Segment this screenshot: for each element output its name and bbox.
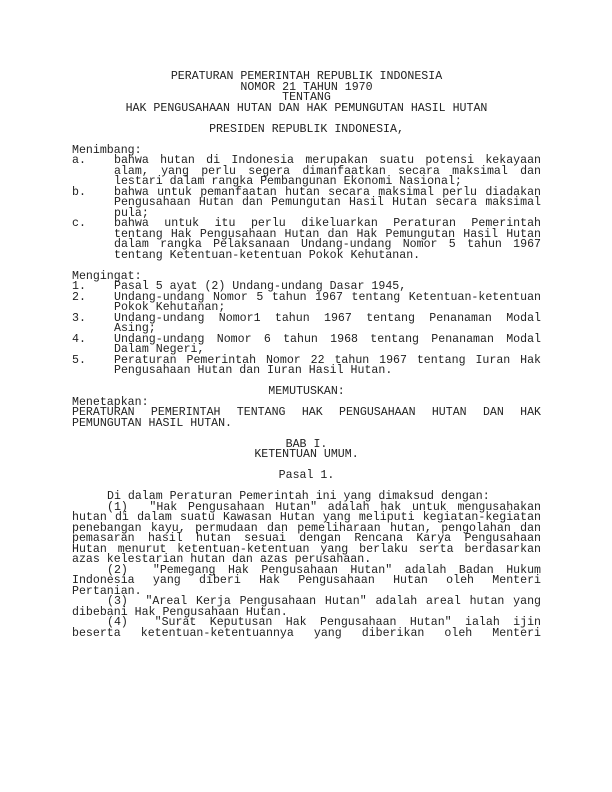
text-line: (2) "Pemegang Hak Pengusahaan Hutan" adalah Badan Hukum xyxy=(107,563,541,577)
bab-subtitle: KETENTUAN UMUM. xyxy=(254,448,359,461)
document-page xyxy=(72,72,541,639)
definition-4 xyxy=(72,618,541,639)
definition-1 xyxy=(72,500,541,566)
text-line: (3) "Areal Kerja Pengusahaan Hutan" adalah areal hutan yang xyxy=(107,595,541,608)
item-number: 2. xyxy=(72,290,86,304)
item-number: a. xyxy=(72,154,86,167)
text-line: Pengusahaan Hutan dan Pemungutan Hasil Hutan secara maksimal xyxy=(114,196,541,209)
text-line: Asing; xyxy=(114,322,156,335)
pasal-intro: Di dalam Peraturan Pemerintah ini yang dimaksud dengan: xyxy=(107,490,490,503)
mengingat-item-5 xyxy=(72,353,541,377)
menetapkan-label: Menetapkan: xyxy=(72,395,149,409)
item-number: 4. xyxy=(72,332,86,346)
menetapkan-line: PEMUNGUTAN HASIL HUTAN. xyxy=(72,416,233,430)
menetapkan-line: PERATURAN PEMERINTAH TENTANG HAK PENGUSAHAAN HUTAN DAN HAK xyxy=(72,406,541,419)
text-line: alam, yang perlu segera dimanfaatkan secara maksimal dan xyxy=(114,164,541,178)
text-line: Undang-undang Nomor 5 tahun 1967 tentang Ketentuan-ketentuan xyxy=(114,290,541,304)
text-line: Peraturan Pemerintah Nomor 22 tahun 1967 tentang Iuran Hak xyxy=(114,353,541,367)
text-line: (1) "Hak Pengusahaan Hutan" adalah hak untuk mengusahakan xyxy=(107,500,541,514)
mengingat-item-3 xyxy=(72,311,541,335)
text-line: Pertanian. xyxy=(72,584,142,598)
definition-3 xyxy=(72,597,541,618)
mengingat-item-4 xyxy=(72,332,541,356)
memutuskan-heading: MEMUTUSKAN: xyxy=(268,385,345,398)
text-line: azas kelestarian hutan dan azas perusahaan. xyxy=(72,553,372,566)
text-line: pula; xyxy=(114,206,149,220)
doc-title-line1: PERATURAN PEMERINTAH REPUBLIK INDONESIA xyxy=(170,70,443,83)
item-number: 3. xyxy=(72,311,86,325)
bab-heading: BAB I. xyxy=(285,437,328,451)
definition-2 xyxy=(72,563,541,598)
text-line: hutan di dalam suatu Kawasan Hutan yang meliputi kegiatan-kegiatan xyxy=(72,511,541,524)
text-line: bahwa untuk itu perlu dikeluarkan Peraturan Pemerintah xyxy=(114,217,541,230)
menimbang-item-c xyxy=(72,219,541,261)
item-number: b. xyxy=(72,185,86,199)
text-line: Dalam Negeri, xyxy=(114,343,205,356)
text-line: Pengusahaan Hutan dan Iuran Hasil Hutan. xyxy=(114,364,393,377)
text-line: bahwa hutan di Indonesia merupakan suatu potensi kekayaan xyxy=(114,154,541,167)
text-line: Undang-undang Nomor 6 tahun 1968 tentang Penanaman Modal xyxy=(114,332,541,346)
text-line: dalam rangka Pelaksanaan Undang-undang Nomor 5 tahun 1967 xyxy=(114,238,541,251)
text-line: dibebani Hak Pengusahaan Hutan. xyxy=(72,605,288,619)
pasal-heading: Pasal 1. xyxy=(278,469,335,482)
menimbang-label: Menimbang: xyxy=(72,143,142,157)
text-line: tentang Ketentuan-ketentuan Pokok Kehutanan. xyxy=(114,248,421,262)
text-line: Pokok Kehutanan; xyxy=(114,301,226,314)
text-line: Indonesia yang diberi Hak Pengusahaan Hutan oleh Menteri xyxy=(72,574,541,587)
text-line: lestari dalam rangka Pembangunan Ekonomi Nasional; xyxy=(114,175,462,188)
menimbang-item-a xyxy=(72,156,541,188)
text-line: penebangan kayu, permudaan dan pemeliharaan hutan, pengolahan dan xyxy=(72,521,541,535)
text-line: beserta ketentuan-ketentuannya yang diberikan oleh Menteri xyxy=(72,626,541,640)
item-number: 1. xyxy=(72,280,86,293)
item-number: 5. xyxy=(72,353,86,367)
mengingat-label: Mengingat: xyxy=(72,269,142,283)
doc-title-line3: TENTANG xyxy=(282,91,331,104)
item-number: c. xyxy=(72,217,86,230)
text-line: pemasaran hasil hutan sesuai dengan Rencana Karya Pengusahaan xyxy=(72,532,541,545)
text-line: (4) "Surat Keputusan Hak Pengusahaan Hutan" ialah ijin xyxy=(107,616,541,629)
text-line: Hutan menurut ketentuan-ketentuan yang berlaku serta berdasarkan xyxy=(72,542,541,556)
mengingat-item-2 xyxy=(72,290,541,314)
text-line: tentang Hak Pengusahaan Hutan dan Hak Pemungutan Hasil Hutan xyxy=(114,227,541,241)
text-line: Pasal 5 ayat (2) Undang-undang Dasar 1945, xyxy=(114,280,407,293)
president-heading: PRESIDEN REPUBLIK INDONESIA, xyxy=(209,122,404,136)
doc-title-line4: HAK PENGUSAHAAN HUTAN DAN HAK PEMUNGUTAN HASIL HUTAN xyxy=(125,101,488,115)
text-line: Undang-undang Nomor1 tahun 1967 tentang Penanaman Modal xyxy=(114,311,541,325)
doc-title-line2: NOMOR 21 TAHUN 1970 xyxy=(240,80,373,94)
menimbang-item-b xyxy=(72,185,541,220)
text-line: bahwa untuk pemanfaatan hutan secara maksimal perlu diadakan xyxy=(114,185,541,199)
